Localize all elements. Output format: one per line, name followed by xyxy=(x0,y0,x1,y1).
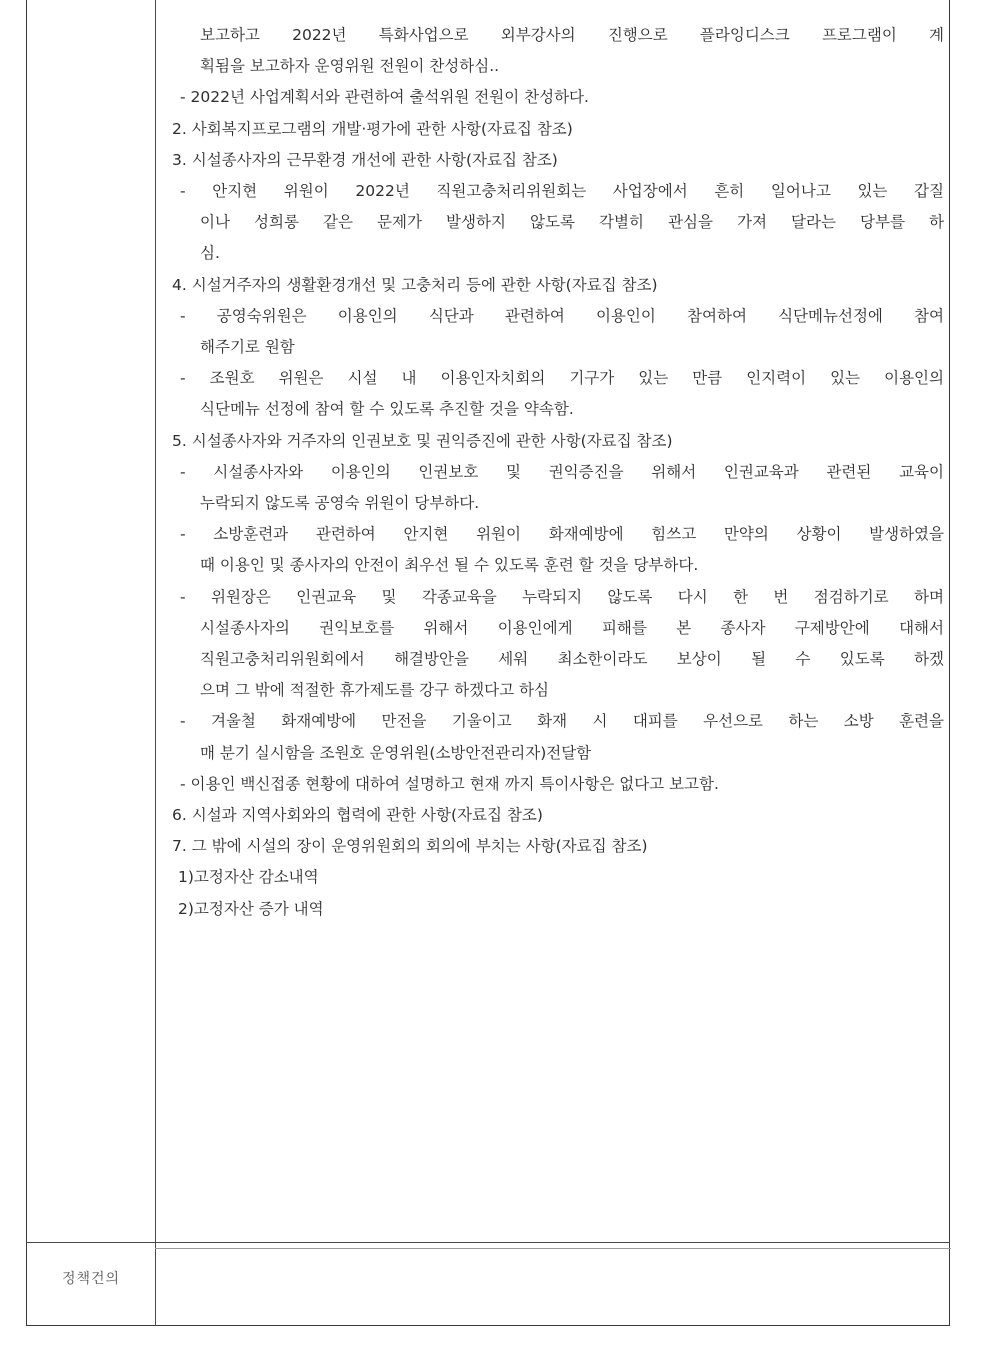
text-line: 누락되지 않도록 공영숙 위원이 당부하다. xyxy=(200,494,480,513)
sub-item: 2)고정자산 증가 내역 xyxy=(178,899,324,918)
text-line: - 시설종사자와 이용인의 인권보호 및 권익증진을 위해서 인권교육과 관련된 교육이 xyxy=(180,462,944,481)
text-line: - 공영숙위원은 이용인의 식단과 관련하여 이용인이 참여하여 식단메뉴선정에 참여 xyxy=(180,306,944,325)
text-line: - 이용인 백신접종 현황에 대하여 설명하고 현재 까지 특이사항은 없다고 보고함. xyxy=(180,774,719,793)
section-heading: 3. 시설종사자의 근무환경 개선에 관한 사항(자료집 참조) xyxy=(172,150,558,169)
section-heading: 6. 시설과 지역사회와의 협력에 관한 사항(자료집 참조) xyxy=(172,806,543,825)
text-line: 획됨을 보고하자 운영위원 전원이 찬성하심.. xyxy=(200,57,500,76)
text-line: 해주기로 원함 xyxy=(200,338,295,357)
text-line: - 위원장은 인권교육 및 각종교육을 누락되지 않도록 다시 한 번 점검하기로 하며 xyxy=(180,587,944,606)
row-divider-inner xyxy=(155,1248,951,1249)
text-line: 시설종사자의 권익보호를 위해서 이용인에게 피해를 본 종사자 구제방안에 대해서 xyxy=(200,618,944,637)
text-line: - 소방훈련과 관련하여 안지현 위원이 화재예방에 힘쓰고 만약의 상황이 발생하였을 xyxy=(180,525,944,544)
column-divider xyxy=(155,0,156,1326)
text-line: - 2022년 사업계획서와 관련하여 출석위원 전원이 찬성하다. xyxy=(180,88,589,107)
text-line: 으며 그 밖에 적절한 휴가제도를 강구 하겠다고 하심 xyxy=(200,681,549,700)
row-divider xyxy=(27,1242,949,1243)
sub-item: 1)고정자산 감소내역 xyxy=(178,868,319,887)
text-line: - 겨울철 화재예방에 만전을 기울이고 화재 시 대피를 우선으로 하는 소방 훈련을 xyxy=(180,712,944,731)
section-heading: 4. 시설거주자의 생활환경개선 및 고충처리 등에 관한 사항(자료집 참조) xyxy=(172,275,658,294)
text-line: 식단메뉴 선정에 참여 할 수 있도록 추진할 것을 약속함. xyxy=(200,400,574,419)
section-heading: 2. 사회복지프로그램의 개발·평가에 관한 사항(자료집 참조) xyxy=(172,119,573,138)
text-line: 심. xyxy=(200,244,220,263)
policy-suggestion-label: 정책건의 xyxy=(61,1271,121,1287)
text-line: 직원고충처리위원회에서 해결방안을 세워 최소한이라도 보상이 될 수 있도록 하겠 xyxy=(200,650,944,669)
section-heading: 5. 시설종사자와 거주자의 인권보호 및 권익증진에 관한 사항(자료집 참조) xyxy=(172,431,673,450)
text-line: 보고하고 2022년 특화사업으로 외부강사의 진행으로 플라잉디스크 프로그램이 계 xyxy=(200,26,944,44)
text-line: - 안지현 위원이 2022년 직원고충처리위원회는 사업장에서 흔히 일어나고 있는 갑질 xyxy=(180,182,944,201)
section-heading: 7. 그 밖에 시설의 장이 운영위원회의 회의에 부치는 사항(자료집 참조) xyxy=(172,837,648,856)
text-line: 때 이용인 및 종사자의 안전이 최우선 될 수 있도록 훈련 할 것을 당부하다. xyxy=(200,556,699,575)
text-line: 이나 성희롱 같은 문제가 발생하지 않도록 각별히 관심을 가져 달라는 당부를 하 xyxy=(200,213,944,232)
minutes-content xyxy=(172,20,944,925)
text-line: - 조원호 위원은 시설 내 이용인자치회의 기구가 있는 만큼 인지력이 있는 이용인의 xyxy=(180,369,944,388)
text-line: 매 분기 실시함을 조원호 운영위원(소방안전관리자)전달함 xyxy=(200,743,592,762)
